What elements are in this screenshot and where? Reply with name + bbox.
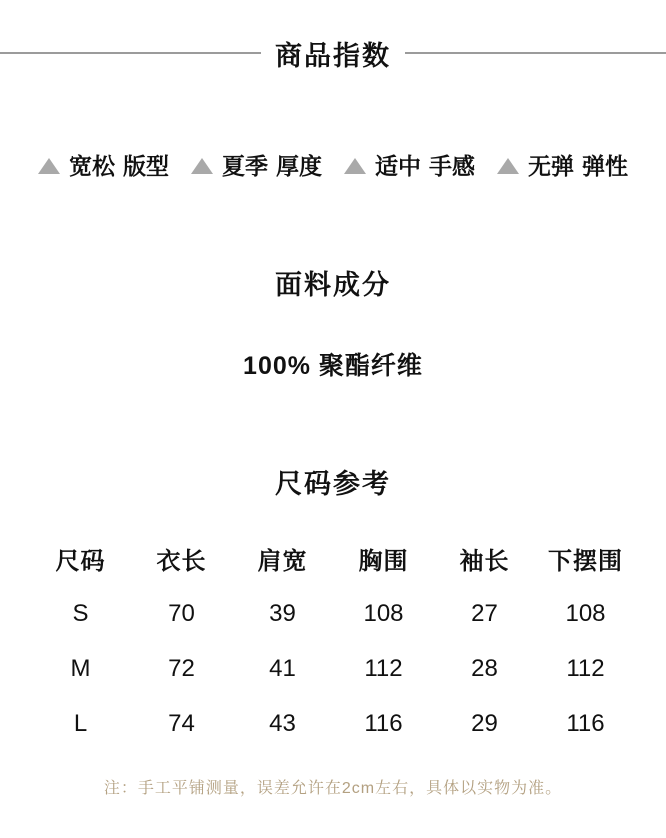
attribute-value: 适中: [375, 153, 421, 179]
product-attributes-row: [0, 148, 666, 181]
cell-hem-width: 116: [566, 709, 605, 737]
triangle-icon: [191, 158, 213, 174]
column-header-sleeve-length: 袖长: [459, 548, 510, 575]
column-header-bust: 胸围: [358, 548, 409, 575]
fabric-composition-text: 100% 聚酯纤维: [243, 352, 423, 380]
cell-bust: 116: [364, 709, 403, 737]
table-row-size-m: [30, 641, 636, 696]
attribute-thickness: [191, 148, 322, 181]
triangle-icon: [497, 158, 519, 174]
table-row-size-s: [30, 586, 636, 641]
attribute-value: 宽松: [69, 153, 115, 179]
size-table-header-row: [30, 531, 636, 586]
attribute-value: 夏季: [222, 153, 268, 179]
triangle-icon: [38, 158, 60, 174]
attribute-label: 厚度: [276, 153, 322, 179]
cell-garment-length: 72: [168, 654, 195, 682]
cell-garment-length: 70: [168, 599, 195, 627]
cell-shoulder-width: 41: [269, 654, 296, 682]
column-header-shoulder-width: 肩宽: [257, 548, 308, 575]
cell-shoulder-width: 39: [269, 599, 296, 627]
attribute-label: 手感: [429, 153, 475, 179]
cell-size: M: [70, 654, 91, 682]
column-header-hem-width: 下摆围: [548, 548, 623, 575]
attribute-fit: [38, 148, 169, 181]
cell-bust: 108: [363, 599, 404, 627]
measurement-note: 注：手工平铺测量，误差允许在2cm左右，具体以实物为准。: [103, 780, 563, 797]
cell-shoulder-width: 43: [269, 709, 296, 737]
cell-sleeve-length: 28: [471, 654, 498, 682]
attribute-value: 无弹: [528, 153, 574, 179]
attribute-label: 版型: [123, 153, 169, 179]
triangle-icon: [344, 158, 366, 174]
size-reference-table: [30, 531, 636, 751]
attribute-elasticity: [497, 148, 628, 181]
cell-hem-width: 108: [565, 599, 606, 627]
attribute-label: 弹性: [582, 153, 628, 179]
cell-garment-length: 74: [168, 709, 195, 737]
size-section-heading: 尺码参考: [275, 469, 391, 499]
title-rule-right: [405, 52, 666, 54]
cell-size: L: [73, 709, 88, 737]
cell-hem-width: 112: [566, 654, 605, 682]
attribute-feel: [344, 148, 475, 181]
cell-size: S: [72, 599, 89, 627]
cell-sleeve-length: 27: [471, 599, 498, 627]
title-rule-left: [0, 52, 261, 54]
fabric-section-heading: 面料成分: [275, 270, 391, 300]
cell-bust: 112: [364, 654, 403, 682]
table-row-size-l: [30, 696, 636, 751]
column-header-garment-length: 衣长: [156, 548, 207, 575]
product-index-title: 商品指数: [275, 40, 391, 71]
cell-sleeve-length: 29: [471, 709, 498, 737]
product-index-title-band: [0, 38, 666, 71]
column-header-size: 尺码: [55, 548, 106, 575]
